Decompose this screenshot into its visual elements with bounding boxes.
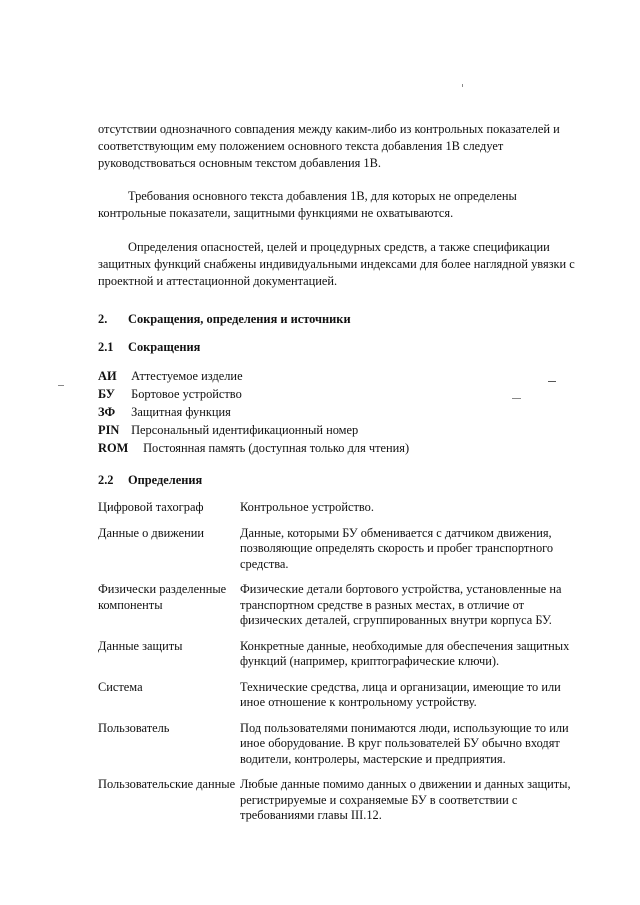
scan-speck [462,84,463,87]
definition-text: Физические детали бортового устройства, установленные на транспортном средстве в разных местах, в отличие от физических деталей, сгруппированных внутри корпуса БУ. [240,582,562,627]
abbreviation-row [98,421,409,439]
paragraph-3-text: Определения опасностей, целей и процедурных средств, а также спецификации защитных функций снабжены индивидуальными индексами для более наглядной увязки с проектной и аттестационной документацией. [98,240,575,288]
section-2-1-title: Сокращения [128,340,201,354]
abbreviation-meaning: Аттестуемое изделие [131,369,243,383]
definition-term: Данные о движении [98,525,205,540]
abbreviation-row [98,367,409,385]
section-2-2-title: Определения [128,473,203,487]
abbreviation-meaning: Защитная функция [131,405,231,419]
paragraph-3 [98,239,588,290]
definition-text: Технические средства, лица и организации, имеющие то или иное отношение к контрольному устройству. [240,679,561,709]
definition-text: Под пользователями понимаются люди, использующие то или иное оборудование. В круг пользователей БУ обычно входят водители, контролеры, мастерские и предприятия. [240,720,569,766]
abbreviation: ЗФ [98,405,116,419]
paragraph-1: отсутствии однозначного совпадения между каким-либо из контрольных показателей и соответствующим ему положением основного текста добавления 1В следует руководствоваться основным текстом добавления 1В. [98,122,560,170]
definition-text: Конкретные данные, необходимые для обеспечения защитных функций (например, криптографические ключи). [240,638,570,668]
definition-term: Система [98,679,143,694]
definition-term: Пользователь [98,720,170,735]
abbreviations-list [98,367,409,457]
definition-row [98,777,588,824]
paragraph-2-text: Требования основного текста добавления 1В, для которых не определены контрольные показатели, защитными функциями не охватываются. [98,189,517,220]
abbreviation: АИ [98,369,117,383]
abbreviation-row [98,439,409,457]
definition-text: Любые данные помимо данных о движении и данных защиты, регистрируемые и сохраняемые БУ в соответствии с требованиями главы III.12. [240,777,571,822]
section-2-heading [98,312,351,327]
definition-term: Пользовательские данные [98,777,236,791]
paragraph-2 [98,188,588,222]
section-2-2-heading [98,473,202,488]
definition-row [98,526,588,573]
abbreviation-row [98,385,409,403]
definition-row [98,500,588,516]
definition-text: Контрольное устройство. [240,500,374,514]
scan-speck [512,398,521,399]
abbreviation-meaning: Постоянная память (доступная только для чтения) [143,441,410,455]
definitions-list [98,500,588,834]
definition-row [98,639,588,670]
abbreviation: PIN [98,423,120,437]
abbreviation-meaning: Бортовое устройство [131,387,242,401]
definition-text: Данные, которыми БУ обменивается с датчиком движения, позволяющие определять скорость и пробег транспортного средства. [240,525,554,571]
scan-speck [548,381,556,382]
abbreviation: ROM [98,441,129,455]
section-2-1-number: 2.1 [98,340,114,354]
abbreviation-meaning: Персональный идентификационный номер [131,423,359,437]
abbreviation-row [98,403,409,421]
definition-row [98,680,588,711]
section-2-1-heading [98,340,200,355]
definition-row [98,582,588,629]
abbreviation: БУ [98,387,115,401]
section-2-title: Сокращения, определения и источники [128,312,351,326]
definition-term: Физически разделенные компоненты [98,582,227,612]
definition-term: Цифровой тахограф [98,500,204,514]
scan-speck [58,385,64,386]
section-2-number: 2. [98,312,108,326]
definition-term: Данные защиты [98,638,183,653]
section-2-2-number: 2.2 [98,473,114,487]
definition-row [98,721,588,768]
